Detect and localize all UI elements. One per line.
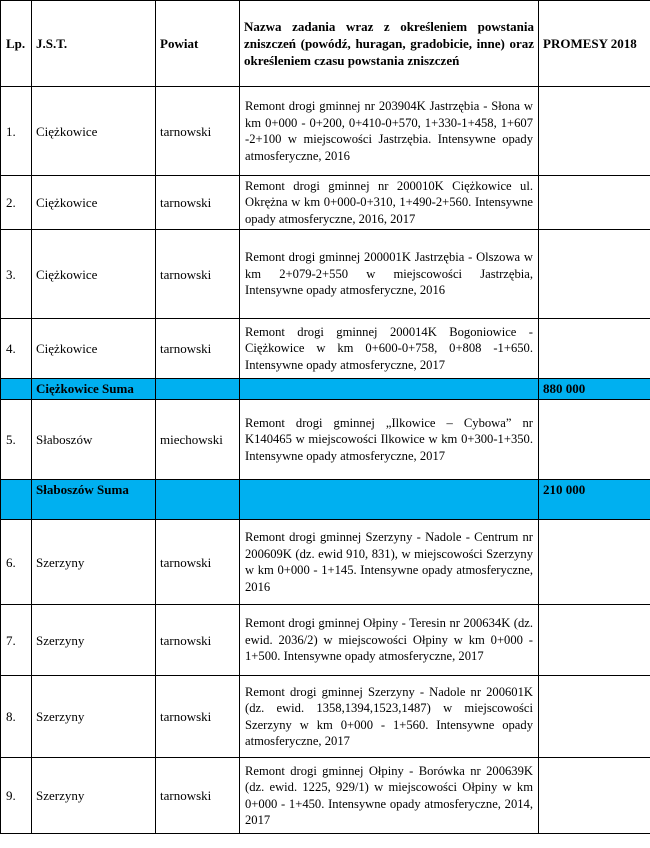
row-lp: 8.	[1, 676, 32, 758]
row-lp: 3.	[1, 230, 32, 319]
row-powiat: tarnowski	[156, 605, 240, 676]
sum-lp	[1, 480, 32, 520]
table-row	[1, 400, 650, 480]
sum-row	[1, 379, 650, 400]
row-powiat: tarnowski	[156, 319, 240, 379]
row-lp: 2.	[1, 176, 32, 230]
row-jst: Szerzyny	[32, 520, 156, 605]
row-amount	[539, 676, 650, 758]
header-powiat: Powiat	[156, 1, 240, 87]
row-powiat: tarnowski	[156, 87, 240, 176]
row-lp: 5.	[1, 400, 32, 480]
row-amount	[539, 230, 650, 319]
row-jst: Szerzyny	[32, 758, 156, 834]
row-lp: 4.	[1, 319, 32, 379]
sum-label: Ciężkowice Suma	[32, 379, 156, 400]
row-amount	[539, 520, 650, 605]
row-jst: Ciężkowice	[32, 87, 156, 176]
header-lp: Lp.	[1, 1, 32, 87]
row-task: Remont drogi gminnej 200014K Bogoniowice - Ciężkowice w km 0+600-0+758, 0+808 -1+650. Intensywne opady atmosferyczne, 2017	[240, 319, 539, 379]
row-amount	[539, 176, 650, 230]
row-jst: Szerzyny	[32, 676, 156, 758]
row-amount	[539, 319, 650, 379]
row-lp: 9.	[1, 758, 32, 834]
row-lp: 1.	[1, 87, 32, 176]
sum-row	[1, 480, 650, 520]
row-powiat: tarnowski	[156, 230, 240, 319]
row-lp: 6.	[1, 520, 32, 605]
row-jst: Ciężkowice	[32, 319, 156, 379]
sum-powiat	[156, 379, 240, 400]
table-row	[1, 230, 650, 319]
row-task: Remont drogi gminnej nr 203904K Jastrzębia - Słona w km 0+000 - 0+200, 0+410-0+570, 1+330-1+458, 1+607 -2+100 w miejscowości Jastrzębia. Intensywne opady atmosferyczne, 2016	[240, 87, 539, 176]
row-task: Remont drogi gminnej Ołpiny - Borówka nr 200639K (dz. ewid. 1225, 929/1) w miejscowości Ołpiny w km 0+000 - 1+450. Intensywne opady atmosferyczne, 2014, 2017	[240, 758, 539, 834]
row-task: Remont drogi gminnej Ołpiny - Teresin nr 200634K (dz. ewid. 2036/2) w miejscowości Ołpiny w km 0+000 - 1+500. Intensywne opady atmosferyczne, 2017	[240, 605, 539, 676]
row-powiat: tarnowski	[156, 758, 240, 834]
row-amount	[539, 400, 650, 480]
row-powiat: tarnowski	[156, 676, 240, 758]
sum-lp	[1, 379, 32, 400]
row-amount	[539, 758, 650, 834]
row-powiat: miechowski	[156, 400, 240, 480]
row-jst: Ciężkowice	[32, 230, 156, 319]
table-row	[1, 319, 650, 379]
row-powiat: tarnowski	[156, 520, 240, 605]
row-jst: Ciężkowice	[32, 176, 156, 230]
sum-powiat	[156, 480, 240, 520]
header-jst: J.S.T.	[32, 1, 156, 87]
row-task: Remont drogi gminnej Szerzyny - Nadole nr 200601K (dz. ewid. 1358,1394,1523,1487) w miejscowości Szerzyny w km 0+000 - 1+560. Intensywne opady atmosferyczne, 2017	[240, 676, 539, 758]
row-task: Remont drogi gminnej „Ilkowice – Cybowa” nr K140465 w miejscowości Ilkowice w km 0+300-1+350. Intensywne opady atmosferyczne, 2017	[240, 400, 539, 480]
table-row	[1, 87, 650, 176]
sum-task	[240, 379, 539, 400]
table-row	[1, 176, 650, 230]
row-task: Remont drogi gminnej 200001K Jastrzębia - Olszowa w km 2+079-2+550 w miejscowości Jastrzębia, Intensywne opady atmosferyczne, 2016	[240, 230, 539, 319]
sum-amount: 210 000	[539, 480, 650, 520]
row-lp: 7.	[1, 605, 32, 676]
row-jst: Słaboszów	[32, 400, 156, 480]
header-row	[1, 1, 650, 87]
header-promesy: PROMESY 2018	[539, 1, 650, 87]
row-task: Remont drogi gminnej nr 200010K Ciężkowice ul. Okrężna w km 0+000-0+310, 1+490-2+560. Intensywne opady atmosferyczne, 2016, 2017	[240, 176, 539, 230]
sum-task	[240, 480, 539, 520]
table-row	[1, 758, 650, 834]
sum-label: Słaboszów Suma	[32, 480, 156, 520]
table-row	[1, 605, 650, 676]
sum-amount: 880 000	[539, 379, 650, 400]
row-amount	[539, 87, 650, 176]
row-amount	[539, 605, 650, 676]
row-powiat: tarnowski	[156, 176, 240, 230]
row-task: Remont drogi gminnej Szerzyny - Nadole - Centrum nr 200609K (dz. ewid 910, 831), w miejscowości Szerzyny w km 0+000 - 1+145. Intensywne opady atmosferyczne, 2016	[240, 520, 539, 605]
header-task: Nazwa zadania wraz z określeniem powstania zniszczeń (powódź, huragan, gradobicie, inne) oraz określeniem czasu powstania zniszczeń	[240, 1, 539, 87]
row-jst: Szerzyny	[32, 605, 156, 676]
table-row	[1, 520, 650, 605]
table-row	[1, 676, 650, 758]
